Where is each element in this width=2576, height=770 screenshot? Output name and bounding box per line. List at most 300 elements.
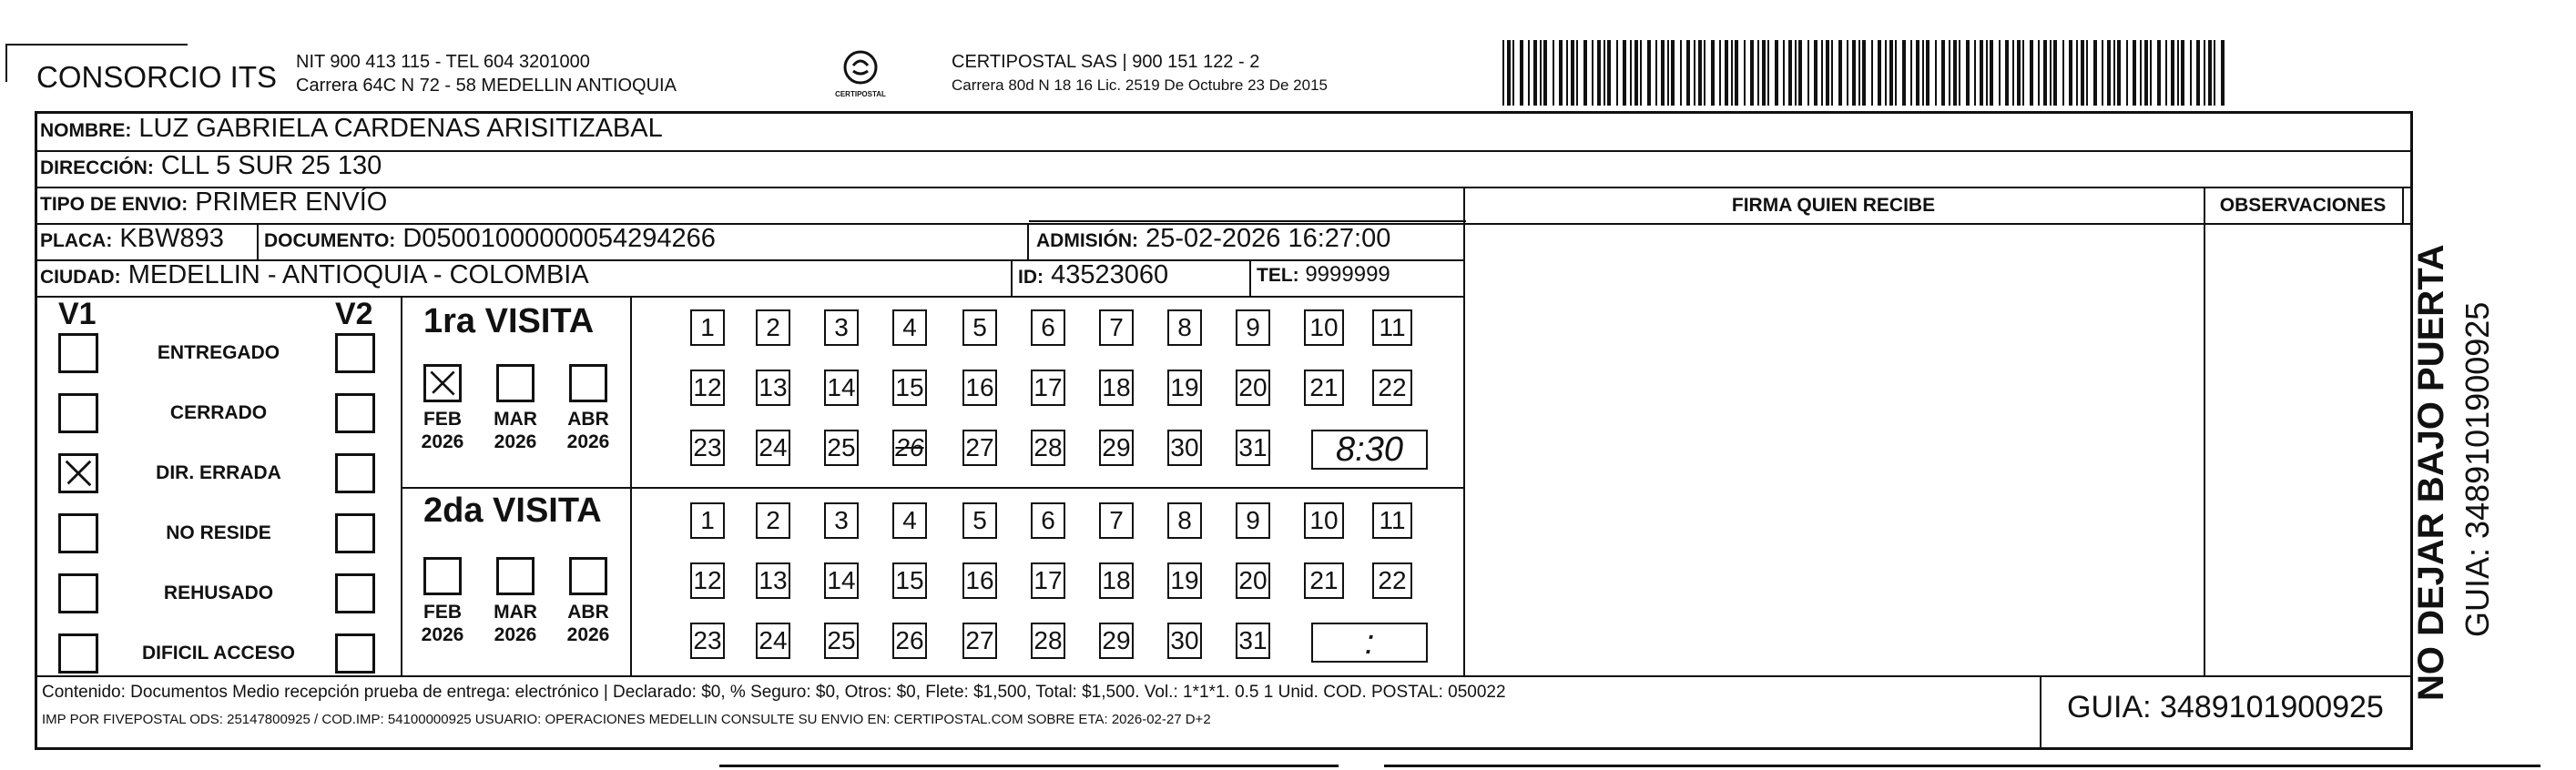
barcode-bar	[2150, 40, 2152, 106]
nombre-label: NOMBRE:	[40, 120, 132, 141]
day-box[interactable]	[824, 430, 859, 466]
footer-content: Contenido: Documentos Medio recepción prueba de entrega: electrónico | Declarado: $0, % Seguro: $0, Otros: $0, Flete: $1,500, Total: $1,500. Vol.: 1*1*1. 0.5 1 Unid. COD. POSTAL: 050022	[42, 683, 1506, 702]
day-number: 2	[766, 313, 780, 341]
barcode-bar	[1725, 40, 1728, 106]
barcode-bar	[1661, 40, 1665, 106]
month-year: 2026	[566, 431, 610, 452]
tipo-value: PRIMER ENVÍO	[195, 187, 388, 217]
barcode-bar	[2140, 40, 2142, 106]
barcode-bar	[1686, 40, 1690, 106]
barcode-bar	[1592, 40, 1593, 106]
barcode-bar	[2221, 40, 2225, 106]
barcode-bar	[1553, 40, 1554, 106]
day-box[interactable]	[756, 370, 790, 406]
day-number: 18	[1102, 373, 1131, 401]
day-number: 24	[759, 433, 788, 461]
barcode-bar	[2093, 40, 2097, 106]
day-box[interactable]	[892, 623, 927, 659]
day-number: 3	[834, 313, 849, 341]
row-line	[401, 487, 1464, 489]
day-box[interactable]	[1167, 430, 1202, 466]
day-box[interactable]	[824, 309, 859, 346]
day-box[interactable]	[824, 370, 859, 406]
day-number: 25	[827, 626, 856, 654]
month-label	[488, 601, 543, 646]
certipostal-logo-text: CERTIPOSTAL	[835, 90, 886, 98]
barcode-bar	[1795, 40, 1797, 106]
month-name: MAR	[494, 602, 537, 623]
nombre-value: LUZ GABRIELA CARDENAS ARISITIZABAL	[138, 114, 663, 143]
day-box[interactable]	[962, 623, 997, 659]
day-box[interactable]	[1236, 370, 1270, 406]
col-line	[257, 223, 259, 259]
day-box[interactable]	[1099, 370, 1134, 406]
day-number: 27	[965, 626, 994, 654]
barcode-bar	[2062, 40, 2064, 106]
v2-checkbox[interactable]	[335, 393, 375, 433]
month-checkbox[interactable]	[423, 557, 462, 595]
day-box[interactable]	[962, 430, 997, 466]
day-number: 13	[759, 373, 788, 401]
day-box[interactable]	[1304, 502, 1344, 539]
day-box[interactable]	[892, 430, 927, 466]
barcode	[1502, 40, 2231, 106]
day-number: 6	[1041, 506, 1055, 534]
day-box[interactable]	[962, 370, 997, 406]
id-value: 43523060	[1051, 260, 1169, 289]
month-checkbox[interactable]	[569, 557, 607, 595]
day-number: 5	[972, 506, 987, 534]
v1-checkbox[interactable]	[58, 633, 98, 674]
footer-print-info: IMP POR FIVEPOSTAL ODS: 25147800925 / COD.IMP: 54100000925 USUARIO: OPERACIONES MEDELLIN CONSULTE SU ENVIO EN: CERTIPOSTAL.COM SOBRE ETA: 2026-02-27 D+2	[42, 712, 1211, 727]
ciudad-label: CIUDAD:	[40, 267, 121, 288]
day-box[interactable]	[690, 430, 725, 466]
day-box[interactable]	[690, 502, 725, 539]
barcode-bar	[1783, 40, 1785, 106]
time-field[interactable]	[1311, 623, 1428, 663]
barcode-bar	[1750, 40, 1754, 106]
day-box[interactable]	[1099, 430, 1134, 466]
barcode-bar	[1986, 40, 1988, 106]
day-box[interactable]	[1031, 370, 1065, 406]
barcode-bar	[1838, 40, 1842, 106]
day-number: 6	[1041, 313, 1055, 341]
day-box[interactable]	[1236, 309, 1270, 346]
day-number: 28	[1033, 433, 1063, 461]
day-number: 22	[1378, 566, 1407, 594]
day-number: 12	[693, 566, 722, 594]
barcode-bar	[1757, 40, 1759, 106]
barcode-bar	[1775, 40, 1778, 106]
barcode-bar	[2190, 40, 2192, 106]
day-box[interactable]	[962, 309, 997, 346]
barcode-bar	[1935, 40, 1937, 106]
time-field[interactable]	[1311, 430, 1428, 470]
tel-field	[1257, 262, 1390, 288]
col-line	[2040, 675, 2041, 750]
admision-value: 25-02-2026 16:27:00	[1145, 224, 1391, 253]
day-number: 30	[1170, 433, 1199, 461]
day-box[interactable]	[824, 562, 859, 599]
id-label: ID:	[1018, 267, 1044, 288]
day-box[interactable]	[1099, 309, 1134, 346]
day-box[interactable]	[1099, 502, 1134, 539]
barcode-bar	[2076, 40, 2078, 106]
barcode-bar	[1640, 40, 1642, 106]
day-number: 21	[1309, 566, 1339, 594]
day-box[interactable]	[962, 562, 997, 599]
certipostal-nit: CERTIPOSTAL SAS | 900 151 122 - 2	[952, 52, 1260, 72]
day-box[interactable]	[690, 562, 725, 599]
col-line	[1011, 259, 1013, 296]
month-label	[488, 408, 543, 453]
month-checkbox[interactable]	[496, 557, 535, 595]
v2-checkbox[interactable]	[335, 453, 375, 493]
day-box[interactable]	[1167, 309, 1202, 346]
barcode-bar	[1999, 40, 2001, 106]
day-number: 4	[902, 506, 917, 534]
v1-checkbox[interactable]	[58, 513, 98, 553]
barcode-bar	[2081, 40, 2084, 106]
admision-label: ADMISIÓN:	[1036, 230, 1138, 251]
month-year: 2026	[494, 431, 537, 452]
day-number: 15	[895, 566, 924, 594]
day-number: 8	[1177, 506, 1192, 534]
barcode-bar	[1533, 40, 1537, 106]
status-label: CERRADO	[169, 402, 268, 423]
day-box[interactable]	[1372, 562, 1412, 599]
barcode-bar	[1604, 40, 1605, 106]
barcode-bar	[1974, 40, 1976, 106]
barcode-bar	[1953, 40, 1957, 106]
header-top-border	[5, 44, 188, 46]
month-name: ABR	[567, 602, 609, 623]
direccion-label: DIRECCIÓN:	[40, 157, 154, 178]
barcode-bar	[1858, 40, 1860, 106]
col-line	[630, 296, 632, 675]
direccion-row	[40, 151, 382, 181]
month-checkbox[interactable]	[496, 364, 535, 402]
barcode-bar	[2107, 40, 2111, 106]
barcode-bar	[2012, 40, 2014, 106]
day-box[interactable]	[1236, 430, 1270, 466]
day-box[interactable]	[1167, 502, 1202, 539]
barcode-bar	[1788, 40, 1792, 106]
day-number: 31	[1238, 433, 1268, 461]
day-number: 19	[1170, 566, 1199, 594]
month-name: FEB	[423, 409, 462, 430]
firma-header: FIRMA QUIEN RECIBE	[1731, 195, 1936, 216]
day-number: 3	[834, 506, 849, 534]
day-number: 20	[1238, 566, 1268, 594]
v1-checkbox[interactable]	[58, 573, 98, 613]
row-line	[35, 296, 1464, 298]
barcode-bar	[1671, 40, 1675, 106]
barcode-bar	[1528, 40, 1530, 106]
barcode-bar	[1630, 40, 1632, 106]
month-label	[415, 408, 470, 453]
barcode-bar	[1847, 40, 1848, 106]
documento-field	[264, 224, 716, 254]
observaciones-header: OBSERVACIONES	[2219, 195, 2387, 216]
barcode-bar	[2144, 40, 2148, 106]
status-label: ENTREGADO	[157, 342, 280, 363]
day-number: 30	[1170, 626, 1199, 654]
status-label: DIR. ERRADA	[156, 462, 281, 483]
barcode-bar	[1731, 40, 1733, 106]
check-x-icon	[426, 367, 459, 400]
barcode-bar	[2022, 40, 2024, 106]
month-label	[561, 408, 616, 453]
day-number: 31	[1238, 626, 1268, 654]
barcode-bar	[1862, 40, 1866, 106]
day-box[interactable]	[1031, 502, 1065, 539]
day-box[interactable]	[1099, 623, 1134, 659]
visit1-title: 1ra VISITA	[423, 302, 595, 340]
admision-field	[1036, 224, 1390, 254]
ciudad-field	[40, 260, 589, 290]
barcode-bar	[1852, 40, 1856, 106]
barcode-bar	[1926, 40, 1929, 106]
barcode-bar	[2050, 40, 2052, 106]
barcode-bar	[1647, 40, 1651, 106]
day-box[interactable]	[1236, 562, 1270, 599]
barcode-bar	[1655, 40, 1657, 106]
check-x-icon	[61, 456, 96, 491]
barcode-bar	[1576, 40, 1578, 106]
day-number: 13	[759, 566, 788, 594]
day-box[interactable]	[1099, 562, 1134, 599]
day-box[interactable]	[1304, 562, 1344, 599]
day-box[interactable]	[892, 502, 927, 539]
barcode-bar	[1583, 40, 1587, 106]
day-box[interactable]	[756, 562, 790, 599]
day-number: 14	[827, 373, 856, 401]
day-box[interactable]	[1167, 623, 1202, 659]
barcode-bar	[2005, 40, 2009, 106]
v2-checkbox[interactable]	[335, 333, 375, 373]
barcode-bar	[1895, 40, 1897, 106]
barcode-bar	[1520, 40, 1523, 106]
barcode-bar	[1821, 40, 1823, 106]
placa-field	[40, 224, 224, 254]
day-box[interactable]	[1372, 309, 1412, 346]
month-year: 2026	[494, 624, 537, 645]
day-number: 18	[1102, 566, 1131, 594]
day-box[interactable]	[756, 309, 790, 346]
v1-checkbox[interactable]	[58, 393, 98, 433]
day-box[interactable]	[1236, 623, 1270, 659]
day-box[interactable]	[824, 502, 859, 539]
v2-checkbox[interactable]	[335, 573, 375, 613]
time-value: :	[1364, 623, 1375, 662]
barcode-bar	[2113, 40, 2115, 106]
tipo-row	[40, 187, 387, 218]
day-box[interactable]	[690, 623, 725, 659]
day-number: 8	[1177, 313, 1192, 341]
company-name: CONSORCIO ITS	[36, 60, 278, 94]
day-box[interactable]	[1304, 370, 1344, 406]
month-name: MAR	[494, 409, 537, 430]
day-number: 2	[766, 506, 780, 534]
day-number: 20	[1238, 373, 1268, 401]
day-number: 11	[1379, 313, 1406, 341]
barcode-bar	[2102, 40, 2103, 106]
day-number: 10	[1309, 313, 1339, 341]
barcode-bar	[1910, 40, 1912, 106]
day-box[interactable]	[962, 502, 997, 539]
barcode-bar	[2171, 40, 2174, 106]
barcode-bar	[1871, 40, 1873, 106]
day-number: 1	[700, 313, 715, 341]
v1-header: V1	[58, 297, 97, 331]
day-number: 9	[1246, 506, 1260, 534]
day-number: 26	[895, 626, 924, 654]
barcode-bar	[1826, 40, 1829, 106]
day-number: 23	[693, 433, 722, 461]
barcode-bar	[2043, 40, 2047, 106]
company-nit: NIT 900 413 115 - TEL 604 3201000	[296, 52, 590, 72]
no-dejar-warning: NO DEJAR BAJO PUERTA	[2411, 244, 2451, 701]
barcode-bar	[1744, 40, 1746, 106]
barcode-bar	[1966, 40, 1970, 106]
barcode-bar	[1990, 40, 1993, 106]
day-box[interactable]	[690, 309, 725, 346]
barcode-bar	[2117, 40, 2121, 106]
day-box[interactable]	[756, 430, 790, 466]
barcode-bar	[1980, 40, 1983, 106]
month-name: ABR	[567, 409, 609, 430]
barcode-bar	[2053, 40, 2057, 106]
barcode-bar	[1680, 40, 1682, 106]
visit2-title: 2da VISITA	[423, 491, 602, 530]
v2-checkbox[interactable]	[335, 633, 375, 674]
day-box[interactable]	[756, 502, 790, 539]
day-number: 11	[1379, 506, 1406, 534]
nombre-row	[40, 114, 663, 144]
col-line	[1249, 259, 1251, 296]
barcode-bar	[2204, 40, 2205, 106]
day-box[interactable]	[1372, 502, 1412, 539]
day-number: 23	[693, 626, 722, 654]
row-line	[35, 150, 2413, 152]
day-number: 5	[972, 313, 987, 341]
placa-value: KBW893	[119, 224, 224, 253]
tel-value: 9999999	[1305, 262, 1390, 287]
day-box[interactable]	[1167, 562, 1202, 599]
barcode-bar	[2069, 40, 2072, 106]
day-number: 27	[965, 433, 994, 461]
barcode-bar	[1543, 40, 1547, 106]
day-box[interactable]	[892, 562, 927, 599]
day-box[interactable]	[824, 623, 859, 659]
barcode-bar	[2030, 40, 2033, 106]
certipostal-logo-icon	[842, 49, 879, 86]
barcode-bar	[1807, 40, 1809, 106]
status-label: DIFICIL ACCESO	[141, 643, 295, 664]
barcode-bar	[2181, 40, 2184, 106]
row-line	[35, 187, 2413, 188]
v1-checkbox[interactable]	[58, 453, 98, 493]
bottom-trim-line	[1384, 765, 2540, 767]
barcode-bar	[2165, 40, 2167, 106]
day-box[interactable]	[756, 623, 790, 659]
row-line	[1029, 220, 1466, 222]
barcode-bar	[1623, 40, 1626, 106]
v1-checkbox[interactable]	[58, 333, 98, 373]
documento-label: DOCUMENTO:	[264, 230, 396, 251]
barcode-bar	[2196, 40, 2200, 106]
barcode-bar	[1711, 40, 1715, 106]
barcode-bar	[1941, 40, 1945, 106]
barcode-bar	[2086, 40, 2088, 106]
day-number: 15	[895, 373, 924, 401]
barcode-bar	[1762, 40, 1766, 106]
certipostal-logo	[829, 49, 892, 104]
barcode-bar	[1878, 40, 1881, 106]
barcode-bar	[1889, 40, 1893, 106]
barcode-bar	[2177, 40, 2179, 106]
month-label	[415, 601, 470, 646]
day-box[interactable]	[1031, 623, 1065, 659]
barcode-bar	[2133, 40, 2136, 106]
day-number: 19	[1170, 373, 1199, 401]
ciudad-value: MEDELLIN - ANTIOQUIA - COLOMBIA	[127, 260, 589, 289]
day-box[interactable]	[1236, 502, 1270, 539]
day-box[interactable]	[1031, 562, 1065, 599]
col-line	[2402, 187, 2404, 223]
day-number: 28	[1033, 626, 1063, 654]
barcode-bar	[1798, 40, 1802, 106]
barcode-bar	[2126, 40, 2128, 106]
day-box[interactable]	[1167, 370, 1202, 406]
month-checkbox[interactable]	[423, 364, 462, 402]
row-line	[35, 675, 2413, 677]
bottom-trim-line	[719, 765, 1339, 767]
barcode-bar	[1735, 40, 1738, 106]
day-box[interactable]	[892, 370, 927, 406]
day-number: 17	[1033, 373, 1063, 401]
day-box[interactable]	[1304, 309, 1344, 346]
month-checkbox[interactable]	[569, 364, 607, 402]
time-value: 8:30	[1336, 430, 1403, 469]
barcode-bar	[1831, 40, 1833, 106]
barcode-bar	[1502, 40, 1504, 106]
barcode-bar	[1698, 40, 1702, 106]
day-box[interactable]	[1031, 430, 1065, 466]
barcode-bar	[1667, 40, 1669, 106]
day-box[interactable]	[1372, 370, 1412, 406]
day-number: 12	[693, 373, 722, 401]
day-box[interactable]	[892, 309, 927, 346]
placa-label: PLACA:	[40, 230, 113, 251]
side-guia: GUIA: 3489101900925	[2459, 301, 2496, 637]
barcode-bar	[2157, 40, 2161, 106]
barcode-bar	[1512, 40, 1514, 106]
barcode-bar	[1559, 40, 1563, 106]
barcode-bar	[1507, 40, 1511, 106]
barcode-bar	[1566, 40, 1568, 106]
barcode-bar	[1885, 40, 1887, 106]
certipostal-address: Carrera 80d N 18 16 Lic. 2519 De Octubre 23 De 2015	[952, 76, 1328, 94]
day-box[interactable]	[1031, 309, 1065, 346]
status-label: NO RESIDE	[166, 522, 271, 543]
day-number: 16	[965, 566, 994, 594]
barcode-bar	[1916, 40, 1919, 106]
v2-checkbox[interactable]	[335, 513, 375, 553]
day-box[interactable]	[690, 370, 725, 406]
barcode-bar	[2208, 40, 2212, 106]
